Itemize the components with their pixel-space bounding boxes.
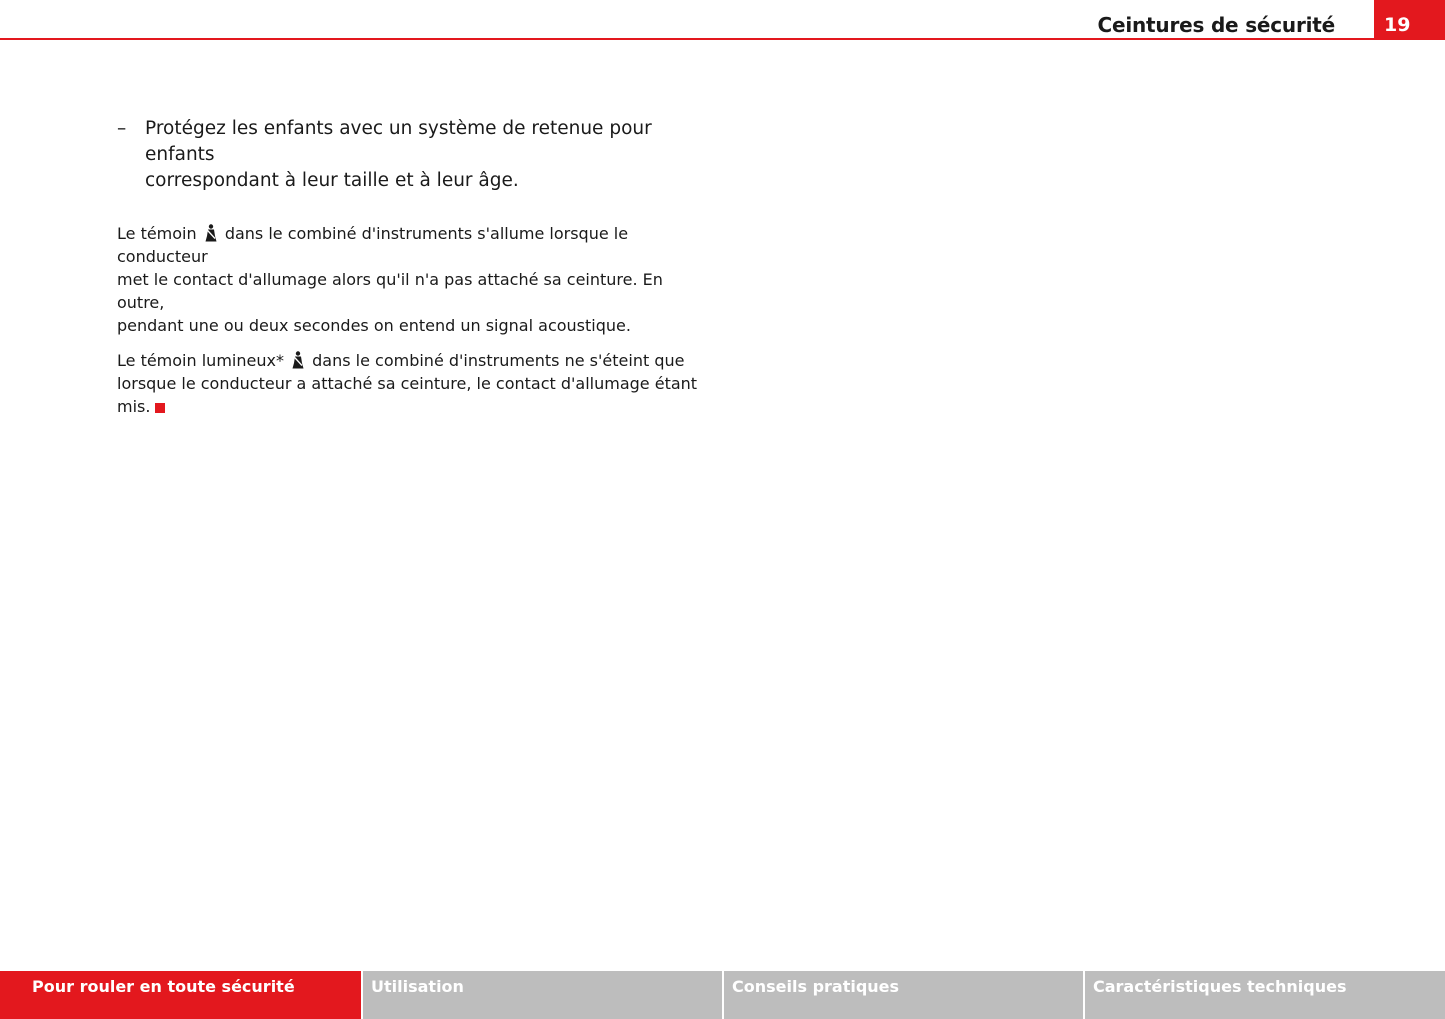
- header-rule: [0, 38, 1445, 40]
- section-title: Ceintures de sécurité: [1097, 13, 1335, 37]
- paragraph-light-off: [117, 349, 707, 418]
- tab-caracteristiques-techniques[interactable]: Caractéristiques techniques: [1085, 971, 1445, 1019]
- bullet-line-1: Protégez les enfants avec un système de retenue pour enfants: [145, 118, 652, 165]
- bullet-item: [117, 116, 707, 194]
- footer-nav: [0, 971, 1445, 1019]
- para2-line-3: mis.: [117, 397, 151, 416]
- seatbelt-warning-icon: [204, 224, 218, 242]
- para1-line-2: met le contact d'allumage alors qu'il n'a pas attaché sa ceinture. En outre,: [117, 270, 663, 312]
- para2-line-2: lorsque le conducteur a attaché sa ceinture, le contact d'allumage étant: [117, 374, 698, 393]
- page-number: 19: [1374, 0, 1445, 40]
- paragraph-warning-light: [117, 222, 707, 337]
- end-of-section-marker: [155, 403, 165, 413]
- seatbelt-warning-icon: [291, 351, 305, 369]
- main-content: [117, 116, 707, 430]
- tab-pour-rouler-en-toute-securite[interactable]: Pour rouler en toute sécurité: [0, 971, 361, 1019]
- para2-after-icon: dans le combiné d'instruments ne s'éteint que: [312, 351, 685, 370]
- tab-conseils-pratiques[interactable]: Conseils pratiques: [724, 971, 1083, 1019]
- bullet-text: [145, 116, 707, 194]
- para2-before-icon: Le témoin lumineux*: [117, 351, 284, 370]
- bullet-line-2: correspondant à leur taille et à leur âge.: [145, 170, 519, 191]
- bullet-dash: –: [117, 118, 127, 139]
- para1-line-3: pendant une ou deux secondes on entend un signal acoustique.: [117, 316, 631, 335]
- para1-after-icon: dans le combiné d'instruments s'allume lorsque le conducteur: [117, 224, 629, 266]
- tab-utilisation[interactable]: Utilisation: [363, 971, 722, 1019]
- para1-before-icon: Le témoin: [117, 224, 197, 243]
